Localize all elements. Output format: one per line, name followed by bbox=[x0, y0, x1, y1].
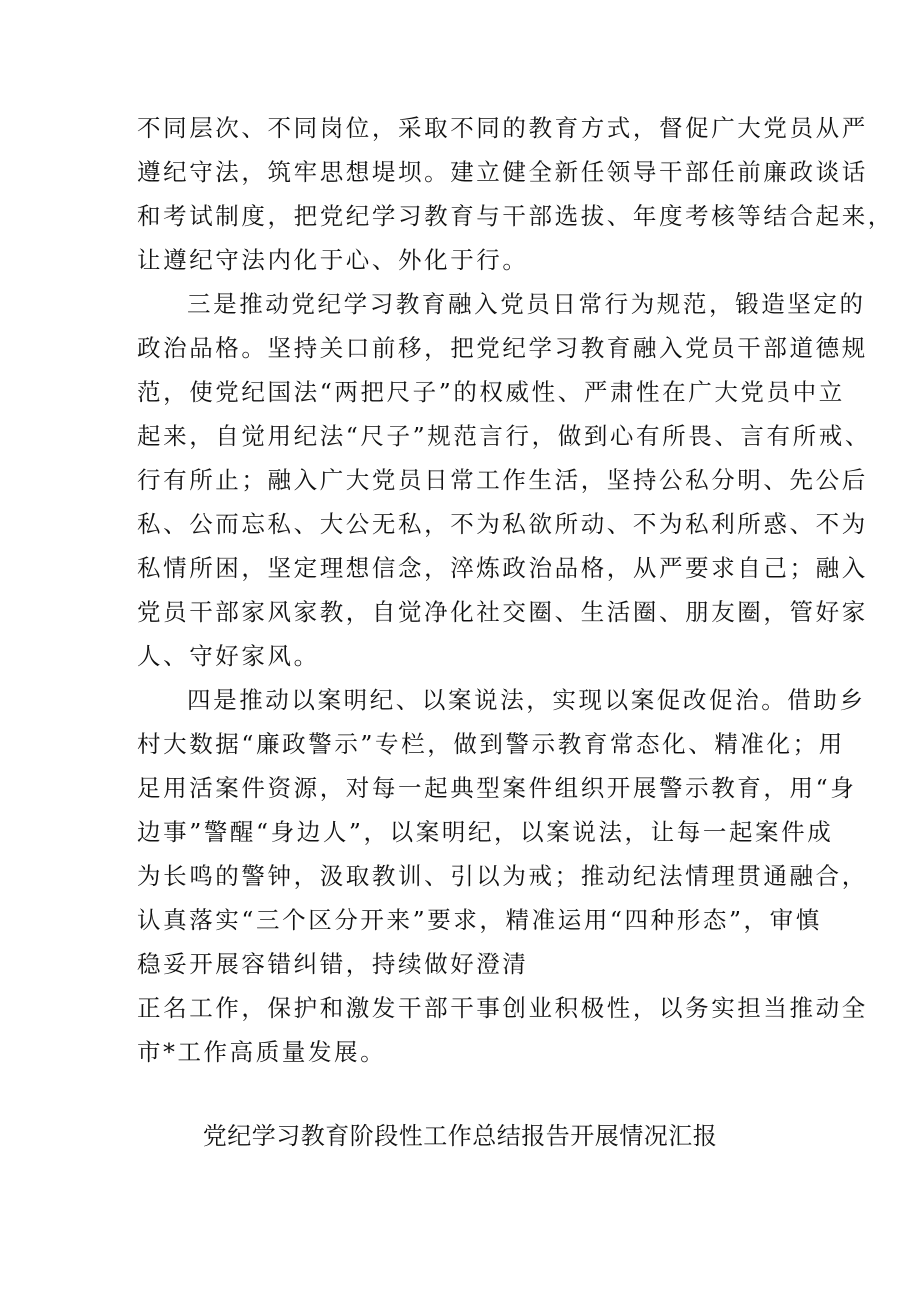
body-line-1: 不同层次、不同岗位，采取不同的教育方式，督促广大党员从严 bbox=[137, 114, 868, 142]
body-line-20: 稳妥开展容错纠错，持续做好澄清 bbox=[137, 950, 529, 978]
body-line-12: 党员干部家风家教，自觉净化社交圈、生活圈、朋友圈，管好家 bbox=[137, 598, 868, 626]
paragraph-3-first-line: 三是推动党纪学习教育融入党员日常行为规范，锻造坚定的 bbox=[187, 290, 866, 318]
body-line-21: 正名工作，保护和激发干部干事创业积极性，以务实担当推动全 bbox=[137, 994, 868, 1022]
body-line-18: 为长鸣的警钟，汲取教训、引以为戒；推动纪法情理贯通融合， bbox=[137, 862, 868, 890]
body-line-3: 和考试制度，把党纪学习教育与干部选拔、年度考核等结合起来， bbox=[137, 202, 894, 230]
body-line-10: 私、公而忘私、大公无私，不为私欲所动、不为私利所惑、不为 bbox=[137, 510, 868, 538]
body-line-16: 足用活案件资源，对每一起典型案件组织开展警示教育，用“身 bbox=[137, 774, 857, 802]
body-line-11: 私情所困，坚定理想信念，淬炼政治品格，从严要求自己；融入 bbox=[137, 554, 868, 582]
body-line-22: 市*工作高质量发展。 bbox=[137, 1038, 387, 1066]
body-line-6: 政治品格。坚持关口前移，把党纪学习教育融入党员干部道德规 bbox=[137, 334, 868, 362]
body-line-2: 遵纪守法，筑牢思想堤坝。建立健全新任领导干部任前廉政谈话 bbox=[137, 158, 868, 186]
body-line-8: 起来，自觉用纪法“尺子”规范言行，做到心有所畏、言有所戒、 bbox=[137, 422, 871, 450]
body-line-13: 人、守好家风。 bbox=[137, 642, 320, 670]
body-line-17: 边事”警醒“身边人”，以案明纪，以案说法，让每一起案件成 bbox=[137, 818, 834, 846]
body-line-7: 范，使党纪国法“两把尺子”的权威性、严肃性在广大党员中立 bbox=[137, 378, 845, 406]
paragraph-4-first-line: 四是推动以案明纪、以案说法，实现以案促改促治。借助乡 bbox=[187, 686, 866, 714]
body-line-4: 让遵纪守法内化于心、外化于行。 bbox=[137, 246, 529, 274]
body-line-9: 行有所止；融入广大党员日常工作生活，坚持公私分明、先公后 bbox=[137, 466, 868, 494]
next-section-title: 党纪学习教育阶段性工作总结报告开展情况汇报 bbox=[202, 1122, 718, 1150]
body-line-19: 认真落实“三个区分开来”要求，精准运用“四种形态”，审慎 bbox=[137, 906, 822, 934]
body-line-15: 村大数据“廉政警示”专栏，做到警示教育常态化、精准化；用 bbox=[137, 730, 845, 758]
